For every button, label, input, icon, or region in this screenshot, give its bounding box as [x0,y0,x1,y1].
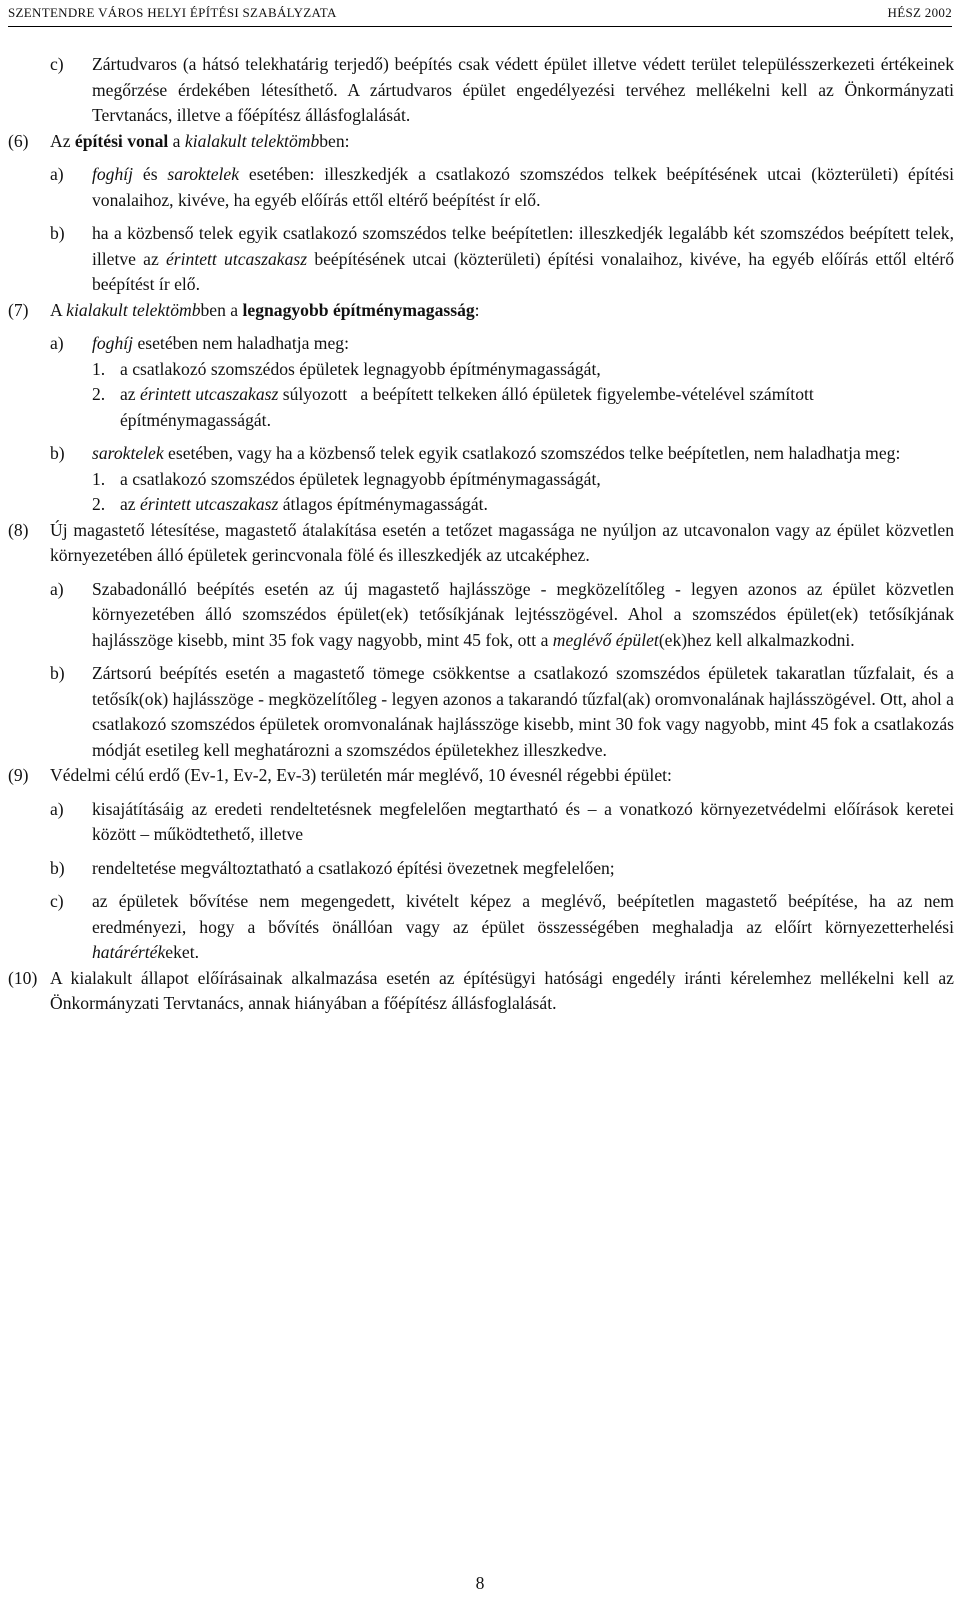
paragraph-6a [50,162,954,213]
item-label: b) [50,443,65,463]
item-label: a) [50,578,64,599]
list-text: az érintett utcaszakasz átlagos építménymagasságát. [120,494,488,514]
paragraph-text: A kialakult állapot előírásainak alkalmazása esetén az építésügyi hatósági engedély iránti kérelemhez mellékelni kell az Önkormányzati Tervtanács, annak hiányában a főépítész állásfoglalását. [50,967,954,1013]
list-number: 2. [92,384,106,404]
item-label: a) [50,164,64,184]
paragraph-6 [8,129,954,155]
paragraph-7b [50,441,954,518]
item-text: foghíj esetében nem haladhatja meg: [92,333,349,353]
paragraph-number: (10) [8,967,38,988]
item-text: kisajátításáig az eredeti rendeltetésnek megfelelően megtartható és – a vonatkozó környezetvédelmi előírások keretei között – működtethető, illetve [92,798,954,844]
paragraph-number: (7) [8,299,29,320]
paragraph-7a [50,331,954,433]
item-text: foghíj és saroktelek esetében: illeszkedjék a csatlakozó szomszédos telkek beépítésének utcai (közterületi) építési vonalaihoz, kivéve, ha egyéb előírás ettől eltérő beépítést ír elő. [92,164,954,210]
document-title: SZENTENDRE VÁROS HELYI ÉPÍTÉSI SZABÁLYZATA [8,5,337,20]
document-code: HÉSZ 2002 [887,5,952,20]
item-text: az épületek bővítése nem megengedett, kivételt képez a meglévő, beépítetlen magastető beépítése, ha az nem eredményezi, hogy a bővítés önállóan vagy az épület összességében meghaladja az előírt környezetterhelési határértékeket. [92,891,954,962]
list-number: 1. [92,358,106,379]
list-text: a csatlakozó szomszédos épületek legnagyobb építménymagasságát, [120,358,601,379]
paragraph-8b [50,661,954,763]
paragraph-number: (8) [8,519,29,540]
paragraph-7 [8,298,954,324]
paragraph-text: Védelmi célú erdő (Ev-1, Ev-2, Ev-3) területén már meglévő, 10 évesnél régebbi épület: [50,765,672,785]
page-header [8,0,952,27]
paragraph-text: Az építési vonal a kialakult telektömbben: [50,130,350,151]
list-text: a csatlakozó szomszédos épületek legnagyobb építménymagasságát, [120,468,601,489]
paragraph-text: Új magastető létesítése, magastető átalakítása esetén a tetőzet magassága ne nyúljon az utcavonalon vagy az épület közvetlen környezetében álló épületek gerincvonala fölé és illeszkedjék az utcaképhez. [50,519,954,565]
item-label: b) [50,857,65,878]
item-text: ha a közbenső telek egyik csatlakozó szomszédos telke beépítetlen: illeszkedjék legalább két szomszédos beépített telek, illetve az érintett utcaszakasz beépítésének utcai (közterületi) építési vonalaihoz, kivéve, ha egyéb előírás ettől eltérő beépítést ír elő. [92,223,954,294]
paragraph-10 [8,966,954,1017]
item-label: b) [50,223,65,243]
item-label: b) [50,663,65,683]
list-item-7b1 [92,467,954,493]
page-number: 8 [475,1573,485,1593]
paragraph-9c [50,889,954,966]
list-item-7b2 [92,492,954,518]
paragraph-8 [8,518,954,569]
item-label: a) [50,333,64,353]
page-body [8,52,954,1017]
paragraph-c [50,52,954,129]
item-text: Zártudvaros (a hátsó telekhatárig terjedő) beépítés csak védett épület illetve védett terület településszerkezeti értékeinek megőrzése érdekében létesíthető. A zártudvaros épület engedélyezési tervéhez mellékelni kell az Önkormányzati Tervtanács, illetve a főépítész állásfoglalását. [92,54,954,125]
paragraph-9 [8,763,954,789]
paragraph-6b [50,221,954,298]
list-number: 1. [92,468,106,489]
list-item-7a1 [92,357,954,383]
paragraph-9a [50,797,954,848]
item-label: c) [50,54,64,74]
paragraph-8a [50,577,954,654]
item-text: saroktelek esetében, vagy ha a közbenső telek egyik csatlakozó szomszédos telke beépítetlen, nem haladhatja meg: [92,443,901,463]
list-item-7a2 [92,382,954,433]
item-label: a) [50,798,64,819]
item-text: Szabadonálló beépítés esetén az új magastető hajlásszöge - megközelítőleg - legyen azonos az épület közvetlen környezetében álló szomszédos épület(ek) tetősíkjának lejtésszögével. Ahol a szomszédos épület(ek) tetősíkjának hajlásszöge kisebb, mint 35 fok vagy nagyobb, mint 45 fok, ott a meglévő épület(ek)hez kell alkalmazkodni. [92,578,954,650]
list-number: 2. [92,494,106,514]
paragraph-text: A kialakult telektömbben a legnagyobb építménymagasság: [50,299,480,320]
paragraph-number: (6) [8,130,29,151]
item-label: c) [50,891,64,911]
item-text: rendeltetése megváltoztatható a csatlakozó építési övezetnek megfelelően; [92,857,615,878]
list-text: az érintett utcaszakasz súlyozott a beépített telkeken álló épületek figyelembe-vételével számított építménymagasságát. [120,384,823,430]
paragraph-9b [50,856,954,882]
paragraph-number: (9) [8,765,29,785]
item-text: Zártsorú beépítés esetén a magastető tömege csökkentse a csatlakozó szomszédos épületek takaratlan tűzfalait, és a tetősík(ok) hajlásszöge - megközelítőleg - legyen azonos a takarandó tűzfal(ak) oromvonalának hajlásszögével. Ott, ahol a csatlakozó szomszédos épületek oromvonalának hajlásszöge kisebb, mint 30 fok vagy nagyobb, mint 45 fok a csatlakozás módját esetileg kell meghatározni a szomszédos épületekhez illeszkedve. [92,663,954,760]
